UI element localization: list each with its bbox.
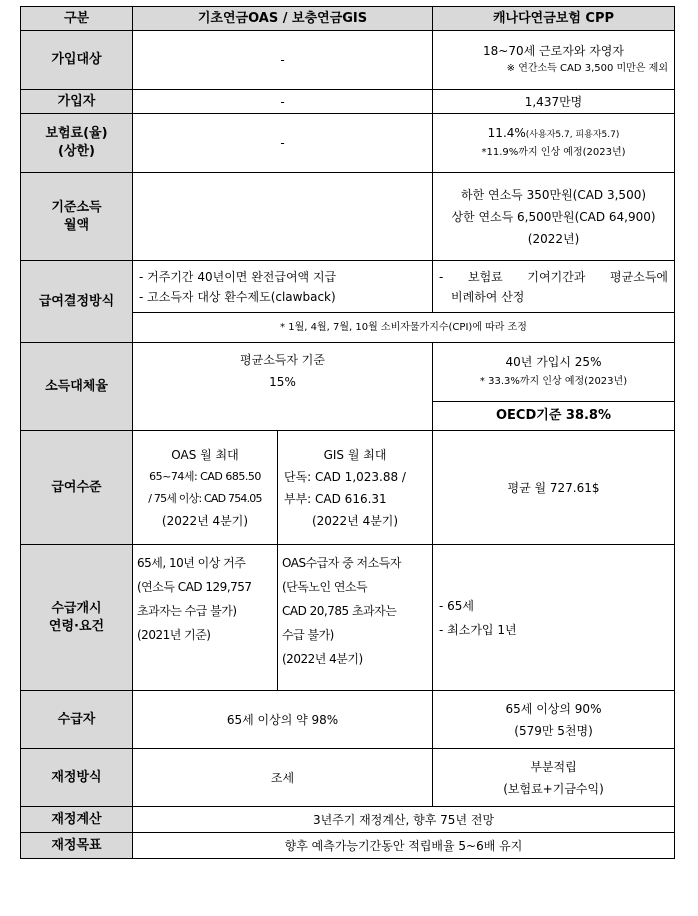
replacement-cpp-note: * 33.3%까지 인상 예정(2023년) (479, 376, 628, 387)
label-benefit-method: 급여결정방식 (21, 261, 133, 343)
label-start-age (21, 545, 133, 691)
label-target: 재정목표 (21, 833, 133, 859)
benefit-level-oas (133, 431, 278, 545)
benefit-level-oas-line4: (2022년 4분기) (161, 513, 249, 528)
header-cpp: 캐나다연금보험 CPP (433, 7, 675, 31)
label-premium-line1: 보험료(율) (45, 126, 108, 141)
row-actuarial (21, 807, 675, 833)
header-category: 구분 (21, 7, 133, 31)
benefit-level-gis (278, 431, 433, 545)
members-cpp: 1,437만명 (433, 90, 675, 114)
label-members: 가입자 (21, 90, 133, 114)
pension-comparison-table (20, 6, 675, 859)
benefit-level-gis-line1: GIS 월 최대 (323, 447, 387, 462)
start-age-oas-line3: 초과자는 수급 불가) (137, 604, 237, 618)
income-base-cpp (433, 173, 675, 261)
benefit-method-oas (133, 261, 433, 313)
recipients-cpp-line1: 65세 이상의 90% (505, 701, 602, 716)
row-target (21, 833, 675, 859)
row-eligibility (21, 31, 675, 90)
benefit-level-oas-line1: OAS 월 최대 (171, 447, 239, 462)
start-age-oas-line4: (2021년 기준) (137, 628, 211, 642)
benefit-method-shared-note: * 1월, 4월, 7월, 10월 소비자물가지수(CPI)에 따라 조정 (133, 313, 675, 343)
recipients-cpp-line2: (579만 5천명) (514, 723, 593, 738)
premium-cpp (433, 114, 675, 173)
premium-cpp-rate (439, 124, 668, 144)
start-age-cpp-line1: - 65세 (439, 598, 475, 613)
replacement-oas (133, 343, 433, 431)
label-financing: 재정방식 (21, 749, 133, 807)
replacement-cpp (433, 343, 675, 402)
label-premium (21, 114, 133, 173)
actuarial-value: 3년주기 재정계산, 향후 75년 전망 (133, 807, 675, 833)
eligibility-oas: - (133, 31, 433, 90)
members-oas: - (133, 90, 433, 114)
eligibility-cpp-note: ※ 연간소득 CAD 3,500 미만은 제외 (506, 63, 669, 74)
premium-cpp-main: 11.4% (487, 126, 526, 140)
start-age-oas (133, 545, 278, 691)
replacement-cpp-line1: 40년 가입시 25% (505, 355, 602, 369)
start-age-cpp-line2: - 최소가입 1년 (439, 622, 517, 637)
premium-cpp-note: *11.9%까지 인상 예정(2023년) (481, 147, 626, 158)
replacement-oecd: OECD기준 38.8% (433, 402, 675, 431)
header-row (21, 7, 675, 31)
eligibility-cpp-line1: 18~70세 근로자와 자영자 (483, 44, 624, 58)
label-recipients: 수급자 (21, 691, 133, 749)
label-start-age-line1: 수급개시 (51, 600, 102, 616)
label-income-base (21, 173, 133, 261)
row-members (21, 90, 675, 114)
income-base-oas (133, 173, 433, 261)
benefit-level-cpp: 평균 월 727.61$ (433, 431, 675, 545)
recipients-cpp (433, 691, 675, 749)
label-replacement: 소득대체율 (21, 343, 133, 431)
label-eligibility: 가입대상 (21, 31, 133, 90)
income-base-cpp-line3: (2022년) (527, 231, 580, 246)
financing-cpp-line2: (보험료+기금수익) (503, 781, 604, 796)
benefit-level-gis-line3: 부부: CAD 616.31 (284, 491, 387, 506)
start-age-oas-line2: (연소득 CAD 129,757 (137, 580, 252, 594)
row-start-age (21, 545, 675, 691)
label-actuarial: 재정계산 (21, 807, 133, 833)
benefit-level-oas-line2: 65~74세: CAD 685.50 (149, 469, 261, 483)
financing-cpp-line1: 부분적립 (530, 759, 577, 774)
label-start-age-line2: 연령·요건 (48, 618, 105, 634)
benefit-method-cpp-line2: 비례하여 산정 (451, 289, 525, 304)
premium-oas: - (133, 114, 433, 173)
start-age-cpp (433, 545, 675, 691)
benefit-method-cpp (433, 261, 675, 313)
recipients-oas: 65세 이상의 약 98% (133, 691, 433, 749)
benefit-level-oas-line3: / 75세 이상: CAD 754.05 (148, 491, 262, 505)
benefit-level-gis-line4: (2022년 4분기) (311, 513, 399, 528)
row-replacement (21, 343, 675, 402)
row-recipients (21, 691, 675, 749)
start-age-oas-line1: 65세, 10년 이상 거주 (137, 556, 246, 570)
header-oas-gis: 기초연금OAS / 보충연금GIS (133, 7, 433, 31)
row-benefit-level (21, 431, 675, 545)
financing-oas: 조세 (133, 749, 433, 807)
income-base-cpp-line1: 하한 연소득 350만원(CAD 3,500) (460, 187, 647, 202)
start-age-gis-line5: (2022년 4분기) (282, 652, 363, 666)
label-benefit-level: 급여수준 (21, 431, 133, 545)
start-age-gis-line4: 수급 불가) (282, 628, 334, 642)
benefit-method-cpp-line1: - 보험료 기여기간과 평균소득에 (439, 269, 669, 284)
row-benefit-method (21, 261, 675, 313)
replacement-oas-line2: 15% (269, 375, 296, 389)
label-income-base-line2: 월액 (63, 217, 90, 233)
row-financing (21, 749, 675, 807)
start-age-gis-line3: CAD 20,785 초과자는 (282, 604, 397, 618)
replacement-oas-line1: 평균소득자 기준 (240, 353, 325, 367)
start-age-gis-line1: OAS수급자 중 저소득자 (282, 556, 401, 570)
income-base-cpp-line2: 상한 연소득 6,500만원(CAD 64,900) (451, 209, 656, 224)
premium-cpp-detail: (사용자5.7, 피용자5.7) (525, 130, 620, 140)
row-income-base (21, 173, 675, 261)
start-age-gis (278, 545, 433, 691)
target-value: 향후 예측가능기간동안 적립배율 5~6배 유지 (133, 833, 675, 859)
benefit-level-gis-line2: 단독: CAD 1,023.88 / (284, 469, 406, 484)
financing-cpp (433, 749, 675, 807)
benefit-method-oas-line1: - 거주기간 40년이면 완전급여액 지급 (139, 269, 337, 284)
label-income-base-line1: 기준소득 (51, 199, 102, 215)
benefit-method-oas-line2: - 고소득자 대상 환수제도(clawback) (139, 289, 336, 304)
start-age-gis-line2: (단독노인 연소득 (282, 580, 368, 594)
label-premium-line2: (상한) (58, 144, 95, 159)
eligibility-cpp (433, 31, 675, 90)
row-premium (21, 114, 675, 173)
